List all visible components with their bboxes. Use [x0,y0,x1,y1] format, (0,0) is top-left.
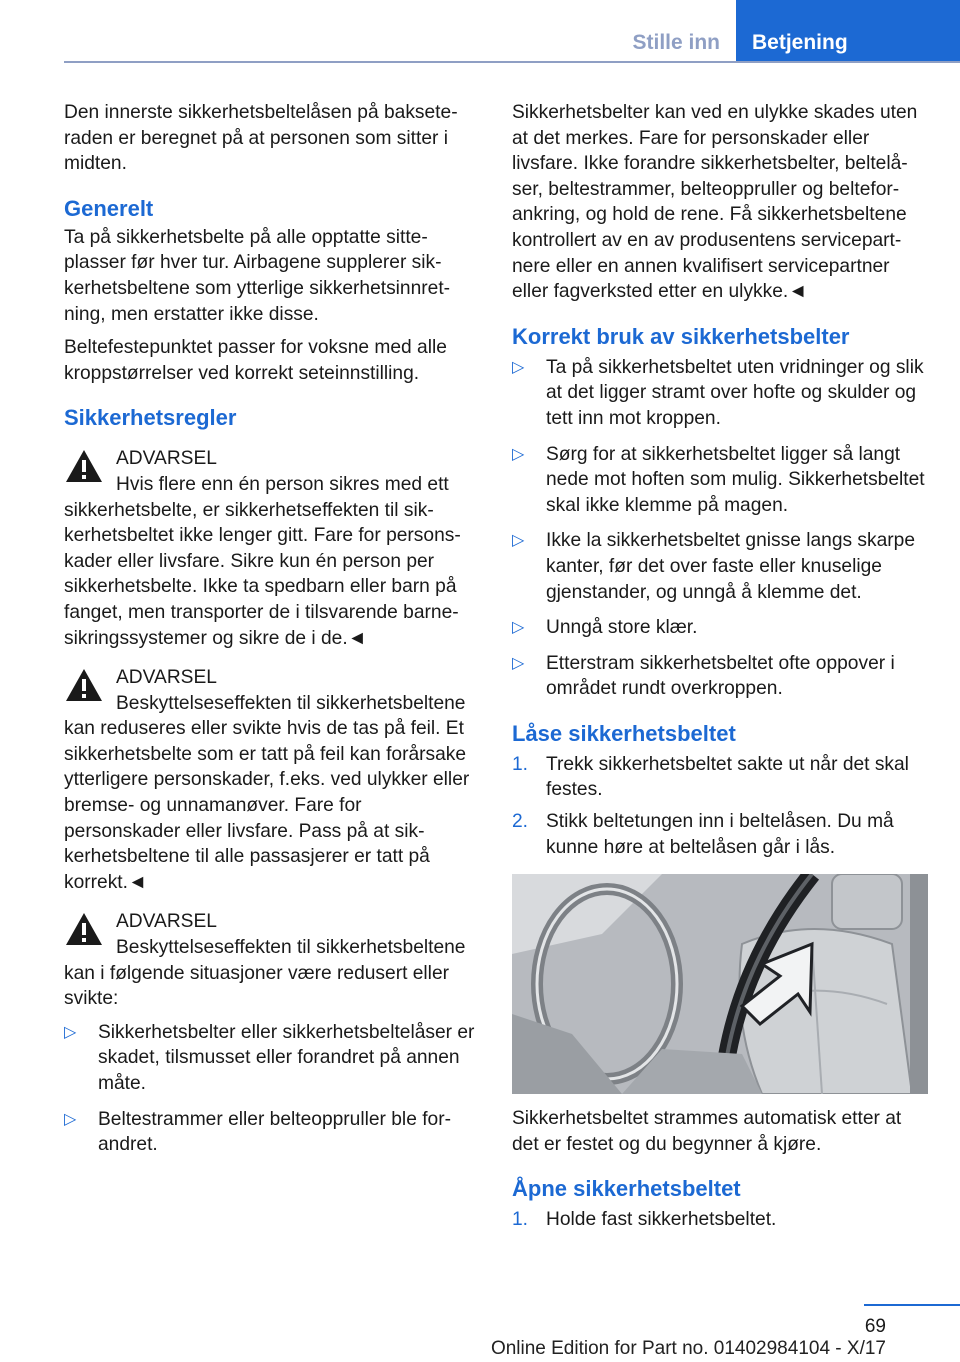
triangle-bullet-icon: ▷ [512,619,525,637]
warning-block-3 [64,909,480,1011]
triangle-bullet-icon: ▷ [64,1023,77,1041]
heading-safety-rules: Sikkerhetsregler [64,405,237,431]
step-number: 2. [512,811,529,833]
warning-triangle-icon [64,448,104,484]
left-column [64,100,480,1168]
footer-rule [864,1304,960,1306]
list-item: ▷ Sikkerhetsbelter eller sikkerhetsbeltelåser er skadet, tilsmusset eller forandret på annen måte. [64,1021,475,1094]
open-steps-list [512,1207,928,1233]
edition-footer: Online Edition for Part no. 01402984104 - X/17 [490,1338,886,1359]
step-number: 1. [512,1209,529,1231]
step-item: 1. Trekk sikkerhetsbeltet sakte ut når det skal festes. [512,753,909,801]
warning-text: Hvis flere enn én person sikres med ett sikkerhetsbelte, er sikkerhetseffekten til sikkerhetsbeltet ikke lenger gitt. Fare for personskader eller livsfare. Sikre kun én person per sikkerhetsbelte. Ikke ta spedbarn eller barn på fanget, men transporter de i tilsvarende barnesikringssystemer og sikre de i de.◄ [64,473,461,649]
list-item: ▷ Ikke la sikkerhetsbeltet gnisse langs skarpe kanter, før det over faste eller knuselige gjenstander, og unngå å klemme det. [512,530,916,603]
warning-block-2 [64,665,480,895]
warning-title: ADVARSEL [116,911,217,933]
list-item: ▷ Ta på sikkerhetsbeltet uten vridninger og slik at det ligger stramt over hofte og skulder og tett inn mot kroppen. [512,356,924,429]
correct-use-list [512,355,928,702]
warning-title: ADVARSEL [116,667,217,689]
list-item: ▷ Etterstram sikkerhetsbeltet ofte oppover i området rundt overkroppen. [512,652,895,700]
general-paragraph-1: Ta på sikkerhetsbelte på alle opptatte sitteplasser før hver tur. Airbagene supplerer sikkerhetsbeltene som ytterlige sikkerhetsinnretning, men erstatter ikke disse. [64,226,451,325]
warning-continuation: Sikkerhetsbelter kan ved en ulykke skades uten at det merkes. Fare for personskader eller livsfare. Ikke forandre sikkerhetsbelter, beltelåser, beltestrammer, belteoppruller og belteforankring, og hold de rene. Få sikkerhetsbeltene kontrollert av en av produsentens servicepartnere eller en annen kvalifisert servicepartner eller fagverksted etter en ulykke.◄ [512,102,918,303]
list-item: ▷ Beltestrammer eller belteoppruller ble forandret. [64,1108,451,1156]
warning-title: ADVARSEL [116,448,217,470]
step-number: 1. [512,753,529,775]
right-column [512,100,928,1239]
page-number: 69 [864,1316,886,1337]
list-item: ▷ Unngå store klær. [512,615,928,641]
warning-3-bullet-list [64,1020,480,1158]
warning-text: Beskyttelseseffekten til sikkerhetsbeltene kan reduseres eller svikte hvis de tas på feil. Et sikkerhetsbelte som er tatt på feil kan forårsake ytterligere personskader, f.eks. ved ulykker eller bremse- og unnamanøver. Fare for personskader eller livsfare. Pass på at sikkerhetsbeltene til alle passasjerer er tatt på korrekt.◄ [64,692,470,893]
heading-lock-belt: Låse sikkerhetsbeltet [512,720,736,746]
heading-correct-use: Korrekt bruk av sikkerhetsbelter [512,323,850,349]
intro-paragraph: Den innerste sikkerhetsbeltelåsen på bakseteraden er beregnet på at personen som sitter i midten. [64,102,458,175]
lock-steps-list [512,752,928,860]
triangle-bullet-icon: ▷ [64,1110,77,1128]
after-figure-paragraph: Sikkerhetsbeltet strammes automatisk etter at det er festet og du begynner å kjøre. [512,1108,902,1155]
triangle-bullet-icon: ▷ [512,654,525,672]
general-paragraph-2: Beltefestepunktet passer for voksne med alle kroppstørrelser ved korrekt seteinnstilling. [64,337,447,384]
chapter-tab[interactable]: Betjening [736,0,960,62]
step-item: 1. Holde fast sikkerhetsbeltet. [512,1207,928,1233]
warning-triangle-icon [64,667,104,703]
warning-triangle-icon [64,911,104,947]
seat-belt-drawing [512,874,928,1094]
triangle-bullet-icon: ▷ [512,445,525,463]
seat-belt-illustration [512,874,928,1094]
heading-open-belt: Åpne sikkerhetsbeltet [512,1176,741,1202]
header-rule [64,61,960,63]
triangle-bullet-icon: ▷ [512,358,525,376]
section-tab[interactable]: Stille inn [632,31,720,54]
warning-text: Beskyttelseseffekten til sikkerhetsbeltene kan i følgende situasjoner være redusert eller svikte: [64,937,466,1010]
step-item: 2. Stikk beltetungen inn i beltelåsen. Du må kunne høre at beltelåsen går i lås. [512,811,894,858]
warning-block-1 [64,446,480,651]
heading-general: Generelt [64,195,154,221]
list-item: ▷ Sørg for at sikkerhetsbeltet ligger så langt nede mot hoften som mulig. Sikkerhetsbeltet skal ikke klemme på magen. [512,443,925,516]
page-header [0,0,960,62]
triangle-bullet-icon: ▷ [512,532,525,550]
